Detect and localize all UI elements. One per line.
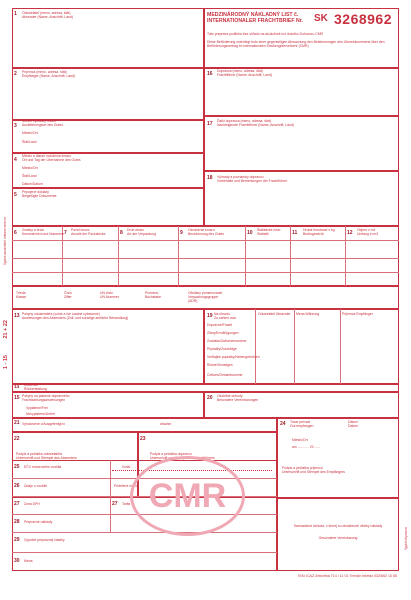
field-number: 8 — [120, 230, 123, 236]
payment-col: Odosielateľ Absender — [258, 312, 291, 316]
field-number: 30 — [14, 558, 20, 564]
field-label: Podpis a pečiatka príjemcu — [282, 466, 323, 470]
field-label: Auslieferungsort des Gutes — [22, 123, 63, 127]
goods-col-label: Počet kusov — [71, 228, 90, 232]
field-number: 17 — [207, 121, 213, 127]
field-label: Dopravca (meno, adresa, štát) — [217, 69, 263, 73]
payment-row: Zľavy/Ermäßigungen — [207, 331, 239, 335]
field-sender-instructions[interactable] — [12, 309, 204, 384]
field-label: Pokyny na platenie dopravného — [22, 394, 70, 398]
adr-label: Číslo — [64, 291, 72, 295]
field-sublabel: Dátum/Datum — [22, 182, 43, 186]
field-number: 22 — [14, 436, 20, 442]
payment-col: Príjemca Empfänger — [342, 312, 373, 316]
field-sublabel: Nevyplatene/Unfrei — [26, 412, 55, 416]
title-sk: MEDZINÁRODNÝ NÁKLADNÝ LIST č. — [207, 12, 299, 18]
field-number: 27 — [112, 501, 118, 507]
sidebar-note-right: Vyplní dopravca — [404, 527, 408, 550]
adr-label: Klasse — [16, 295, 27, 299]
field-label: Dobierka — [24, 383, 38, 387]
field-label: Gesonderte Vereinbarung — [318, 536, 358, 540]
field-label: Unterschrift und Stempel des Absenders — [16, 456, 77, 460]
field-number: 25 — [14, 464, 20, 470]
field-number: 13 — [14, 313, 20, 319]
field-label: dňa/am — [160, 422, 172, 426]
field-label: Dátum — [348, 420, 358, 424]
adr-label: UN číslo — [100, 291, 113, 295]
carrier-agreement[interactable] — [277, 498, 399, 571]
payment-row: Zostatok/Zwischensumme — [207, 339, 247, 343]
field-label: Empfänger (Name, Anschrift, Land) — [22, 74, 76, 78]
payment-col: Mena Währung — [296, 312, 320, 316]
field-label: Prepravné náklady — [24, 520, 53, 524]
field-number: 4 — [14, 157, 17, 163]
field-label: Pokyny odosielateľa (colné a iné úradné vybavenie) — [22, 312, 100, 316]
cmr-watermark: CMR — [130, 456, 245, 536]
field-sublabel: am ............ 20 ...... — [292, 445, 321, 449]
goods-col-label: Kennzeichen und Nummern — [22, 232, 65, 236]
field-goods-received[interactable] — [277, 418, 399, 498]
field-label: Pridelené meno — [114, 484, 138, 488]
field-number: 23 — [140, 436, 146, 442]
field-label: Vorbehalte und Bemerkungen der Frachtführer — [217, 179, 288, 183]
field-cod[interactable] — [12, 384, 399, 392]
goods-col-label: Bruttogewicht — [303, 232, 324, 236]
field-label: Datum — [348, 424, 358, 428]
field-label: Nachfolgende Frachtführer (Name, Anschrift, Land) — [217, 123, 294, 127]
field-number: 2 — [14, 71, 17, 77]
field-number: 19 — [207, 313, 213, 319]
field-label: Podpis a pečiatka dopravcu — [150, 452, 192, 456]
payment-row: Dopravné/Fracht — [207, 323, 233, 327]
field-label: Unterschrift und Stempel des Frachtführers — [150, 456, 215, 460]
field-label: Pripojené doklady — [22, 190, 49, 194]
field-label: Mena — [24, 559, 33, 563]
payment-row: Príplatky/Zuschläge — [207, 347, 237, 351]
sidebar-note: Vyplní odosielateľ vrátane rámcov — [3, 217, 7, 265]
field-label: Odosielateľ (meno, adresa, štát) — [22, 11, 71, 15]
goods-col-label: Umfang in m3 — [357, 232, 379, 236]
field-label: Na úhradu — [214, 312, 230, 316]
field-label: Osobitné dohody — [217, 394, 243, 398]
goods-col-label: Statistik — [257, 232, 269, 236]
field-number: 1 — [14, 11, 17, 17]
goods-col-label: Označenie tovaru — [188, 228, 215, 232]
goods-col-label: Hrubá hmotnosť v kg — [303, 228, 335, 232]
field-number: 28 — [14, 519, 20, 525]
title-de: INTERNATIONALER FRACHTBRIEF Nr. — [207, 18, 303, 24]
goods-col-label: Značky a čísla — [22, 228, 44, 232]
field-number: 14 — [14, 384, 20, 389]
field-label: Ďalší dopravca (meno, adresa, štát) — [217, 119, 271, 123]
field-sublabel: Miesto/Ort — [292, 438, 308, 442]
field-label: Zu zahlen vom — [214, 316, 237, 320]
payment-row: Celkom/Gesamtsumme — [207, 373, 243, 377]
goods-col-label: Art der Verpackung — [127, 232, 157, 236]
field-number: 15 — [14, 395, 20, 401]
field-label: Ort und Tag der Übernahme des Gutes — [22, 158, 81, 162]
adr-label: Oficiálny pomenovanie — [188, 291, 223, 295]
field-label: Besondere Vereinbarungen — [217, 398, 259, 402]
field-label: Podpis a pečiatka odosielateľa — [16, 452, 63, 456]
goods-col-label: Druh obalu — [127, 228, 144, 232]
field-label: Vyhotovené v/Ausgefertigt in — [22, 422, 66, 426]
adr-label: Trieda — [16, 291, 26, 295]
field-number: 12 — [347, 230, 353, 236]
adr-label: UN-Nummer — [100, 295, 120, 299]
field-label: Miesto vykládky tovaru — [22, 119, 57, 123]
field-label: Anweisungen des Absenders (Zoll- und sonstige amtliche Behandlung) — [22, 316, 129, 320]
field-number: 3 — [14, 123, 17, 129]
convention-sk: Táto preprava podlieha bez ohľadu na akúkoľvek inú doložku Dohovoru CMR — [207, 32, 324, 36]
field-label: Unterschrift und Stempel des Empfängers — [282, 470, 345, 474]
field-number: 27 — [14, 501, 20, 507]
goods-col-label: Objem v m3 — [357, 228, 376, 232]
field-label: Frachtzahlungsanweisungen — [22, 398, 66, 402]
field-label: Vodič — [122, 465, 131, 469]
convention-de: Diese Beförderung unterliegt trotz einer gegenteiligen Abmachung den Bestimmungen des Übereinkommens über den Beförderungsvertrag im internationalen Straßengüterverkehr (CMR) — [207, 40, 385, 48]
field-label: Údaje o vozidle — [24, 484, 48, 488]
field-number: 26 — [14, 483, 20, 489]
field-sublabel: Vyplatene/Frei — [26, 406, 48, 410]
field-label: Príjemca (meno, adresa, štát) — [22, 70, 67, 74]
payment-row: Vedľajšie poplatky/Nebengebühren — [207, 355, 260, 359]
field-label: Samostatná dohoda, v ktorej sú obsiahnuté všetky náklady — [293, 524, 383, 528]
field-label: Miesto a dátum naloženia tovaru — [22, 154, 72, 158]
field-label: Gut empfangen — [290, 424, 314, 428]
field-label: EČV motorového vozidla — [24, 465, 62, 469]
field-number: 21 — [14, 420, 20, 426]
field-sublabel: Miesto/Ort — [22, 166, 38, 170]
field-number: 18 — [207, 175, 213, 181]
field-label: Výhrady a poznámky dopravcu — [217, 175, 264, 179]
sidebar-copies-main: 1 - 15 — [3, 355, 9, 370]
adr-label: (ADR) — [188, 299, 198, 303]
field-number: 9 — [180, 230, 183, 236]
adr-label: Verpackungsgruppe — [188, 295, 219, 299]
sidebar-copies: 21 + 22 — [3, 320, 9, 339]
payment-row: Rôzne/Sonstiges — [207, 363, 233, 367]
field-label: Tovar prevzal — [290, 420, 311, 424]
field-label: Beigefügte Dokumente — [22, 194, 57, 198]
field-label: Zóna DPH — [24, 502, 40, 506]
field-sublabel: Štát/Land — [22, 174, 37, 178]
field-number: 16 — [207, 71, 213, 77]
printer-footer: ISKI ICAZ Zelezitná 714 / 11 01 Trenčín telefax 032/652 10 65 — [298, 574, 397, 578]
field-label: Tarifa — [122, 502, 131, 506]
field-label: Frachtführer (Name, Anschrift, Land) — [217, 73, 273, 77]
field-sublabel: Miesto/Ort — [22, 131, 38, 135]
adr-label: Písmeno — [145, 291, 159, 295]
field-label: Výpočet prepravnej čiastky — [24, 538, 65, 542]
field-number: 20 — [207, 395, 213, 401]
field-number: 7 — [64, 230, 67, 236]
field-number: 24 — [280, 421, 286, 427]
field-number: 6 — [14, 230, 17, 236]
doc-number: 3268962 — [334, 11, 393, 27]
field-label: Absender (Name, Anschrift, Land) — [22, 15, 74, 19]
doc-prefix: SK — [314, 13, 328, 24]
field-number: 10 — [247, 230, 253, 236]
field-sublabel: Štát/Land — [22, 140, 37, 144]
field-number: 5 — [14, 192, 17, 198]
goods-col-label: Anzahl der Packstücke — [71, 232, 106, 236]
field-label: Rückerstattung — [24, 387, 47, 391]
adr-label: Buchstabe — [145, 295, 162, 299]
field-number: 11 — [292, 230, 298, 236]
goods-col-label: Štatistické číslo — [257, 228, 281, 232]
goods-col-label: Bezeichnung des Gutes — [188, 232, 225, 236]
field-number: 29 — [14, 537, 20, 543]
adr-label: Ziffer — [64, 295, 72, 299]
